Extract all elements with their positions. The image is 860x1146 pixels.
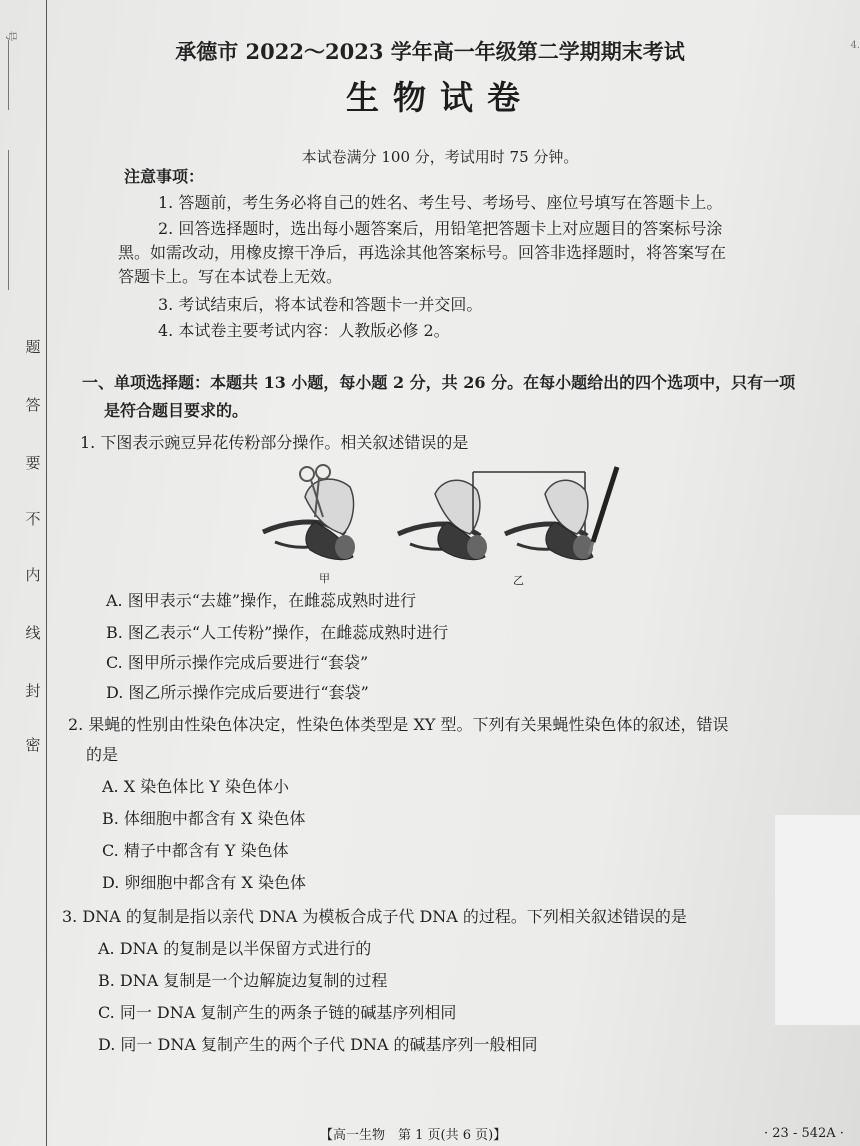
pea-pollination-figure [255,462,625,587]
question-3-option: D. 同一 DNA 复制产生的两个子代 DNA 的碱基序列一般相同 [98,1035,538,1054]
page-footer: 【高一生物 第 1 页(共 6 页)】 [320,1128,507,1143]
paper-code: · 23 - 542A · [764,1126,844,1141]
figure-label-yi: 乙 [513,574,524,587]
notice-item: 2. 回答选择题时，选出每小题答案后，用铅笔把答题卡上对应题目的答案标号涂 [158,219,723,238]
seal-char: 要 [25,454,41,472]
question-1-option: C. 图甲所示操作完成后要进行“套袋” [106,653,369,672]
notice-item: 3. 考试结束后，将本试卷和答题卡一并交回。 [158,295,483,314]
question-1-option: B. 图乙表示“人工传粉”操作，在雌蕊成熟时进行 [106,623,449,642]
question-2-stem-cont: 的是 [86,745,119,764]
seal-char: 线 [25,624,41,642]
question-2-option: A. X 染色体比 Y 染色体小 [102,777,289,796]
brush-icon [589,467,617,554]
figure-label-jia: 甲 [319,572,330,585]
notice-item: 1. 答题前，考生务必将自己的姓名、考生号、考场号、座位号填写在答题卡上。 [158,193,723,212]
page-edge-mark: 4. [850,40,860,51]
pea-flower-illustration [255,462,625,587]
subject-title: 生物试卷 [346,78,534,117]
seal-char: 不 [25,510,41,528]
notice-item: 4. 本试卷主要考试内容：人教版必修 2。 [158,321,450,340]
question-2-option: D. 卵细胞中都含有 X 染色体 [102,873,306,892]
question-1-option: D. 图乙所示操作完成后要进行“套袋” [106,683,369,702]
question-2-stem: 2. 果蝇的性别由性染色体决定，性染色体类型是 XY 型。下列有关果蝇性染色体的叙述，错误 [68,715,729,734]
question-3-option: C. 同一 DNA 复制产生的两条子链的碱基序列相同 [98,1003,457,1022]
paper-glare [775,815,860,1025]
question-3-stem: 3. DNA 的复制是指以亲代 DNA 为模板合成子代 DNA 的过程。下列相关叙述错误的是 [62,907,687,926]
seal-char: 封 [25,682,41,700]
question-3-option: B. DNA 复制是一个边解旋边复制的过程 [98,971,388,990]
question-3-option: A. DNA 的复制是以半保留方式进行的 [98,939,372,958]
question-2-option: C. 精子中都含有 Y 染色体 [102,841,289,860]
question-2-option: B. 体细胞中都含有 X 染色体 [102,809,306,828]
score-time-note: 本试卷满分 100 分，考试用时 75 分钟。 [301,148,579,166]
binding-margin-line [46,0,47,1146]
notice-item: 黑。如需改动，用橡皮擦干净后，再选涂其他答案标号。回答非选择题时，将答案写在 [118,243,727,262]
seal-char: 密 [25,736,41,754]
section-heading: 一、单项选择题：本题共 13 小题，每小题 2 分，共 26 分。在每小题给出的四个选项中，只有一项 [82,373,796,392]
notice-heading: 注意事项： [124,167,205,186]
flower-jia [263,479,355,559]
seal-char: 题 [25,338,41,356]
seal-char: 内 [25,566,41,584]
seal-char: 答 [25,396,41,414]
flower-yi-recipient [505,480,593,559]
section-heading-cont: 是符合题目要求的。 [104,401,249,420]
margin-corner-mark: 号 [4,30,18,42]
margin-rule [8,150,9,290]
question-1-stem: 1. 下图表示豌豆异花传粉部分操作。相关叙述错误的是 [80,433,469,452]
exam-title: 承德市 2022～2023 学年高一年级第二学期期末考试 [175,39,685,64]
question-1-option: A. 图甲表示“去雄”操作，在雌蕊成熟时进行 [106,591,417,610]
notice-item: 答题卡上。写在本试卷上无效。 [118,267,343,286]
